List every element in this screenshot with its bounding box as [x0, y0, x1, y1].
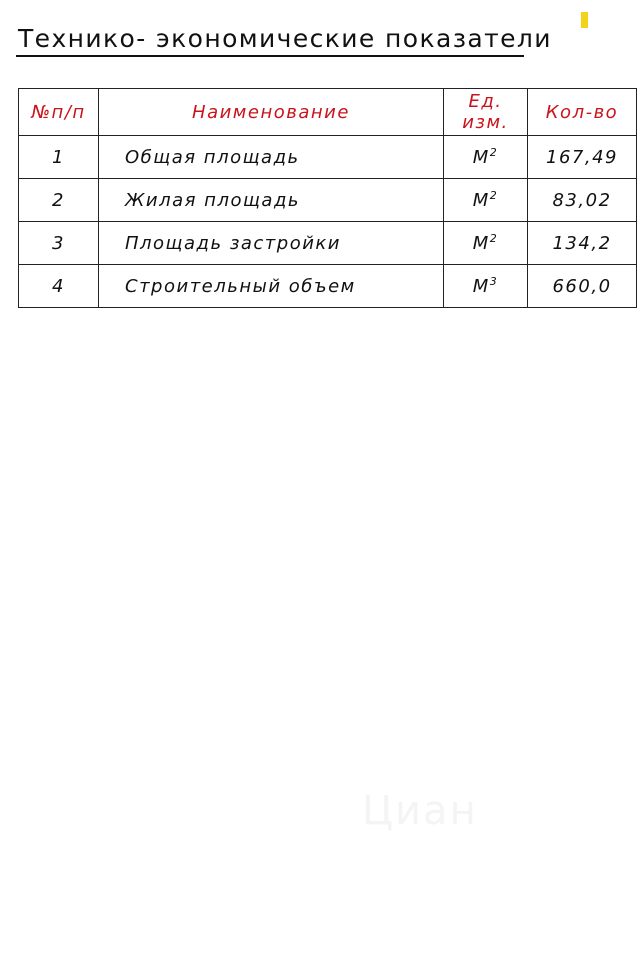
unit-power: 2: [489, 146, 499, 159]
unit-base: М: [472, 147, 490, 168]
row-num: 3: [19, 222, 99, 265]
row-name: Жилая площадь: [99, 179, 444, 222]
watermark: Циан: [362, 788, 478, 834]
row-unit: [444, 179, 528, 222]
row-unit: [444, 136, 528, 179]
title-underline: [16, 55, 524, 57]
row-name: Общая площадь: [99, 136, 444, 179]
header-qty: Кол-во: [528, 89, 637, 136]
table-row: [19, 265, 637, 308]
row-unit: [444, 222, 528, 265]
row-qty: 83,02: [528, 179, 637, 222]
page-title: Технико- экономические показатели: [18, 24, 552, 53]
table-header-row: [19, 89, 637, 136]
row-qty: 134,2: [528, 222, 637, 265]
unit-base: М: [472, 233, 490, 254]
row-qty: 167,49: [528, 136, 637, 179]
row-unit: [444, 265, 528, 308]
unit-power: 3: [489, 275, 499, 288]
row-num: 2: [19, 179, 99, 222]
row-name: Площадь застройки: [99, 222, 444, 265]
table-row: [19, 179, 637, 222]
unit-power: 2: [489, 189, 499, 202]
header-unit: Ед. изм.: [444, 89, 528, 136]
unit-base: М: [472, 190, 490, 211]
row-num: 1: [19, 136, 99, 179]
table-row: [19, 136, 637, 179]
unit-power: 2: [489, 232, 499, 245]
row-name: Строительный объем: [99, 265, 444, 308]
header-num: №п/п: [19, 89, 99, 136]
row-qty: 660,0: [528, 265, 637, 308]
indicators-table: [18, 88, 637, 308]
unit-base: М: [472, 276, 490, 297]
row-num: 4: [19, 265, 99, 308]
header-name: Наименование: [99, 89, 444, 136]
corner-marker: [581, 12, 588, 28]
table-row: [19, 222, 637, 265]
